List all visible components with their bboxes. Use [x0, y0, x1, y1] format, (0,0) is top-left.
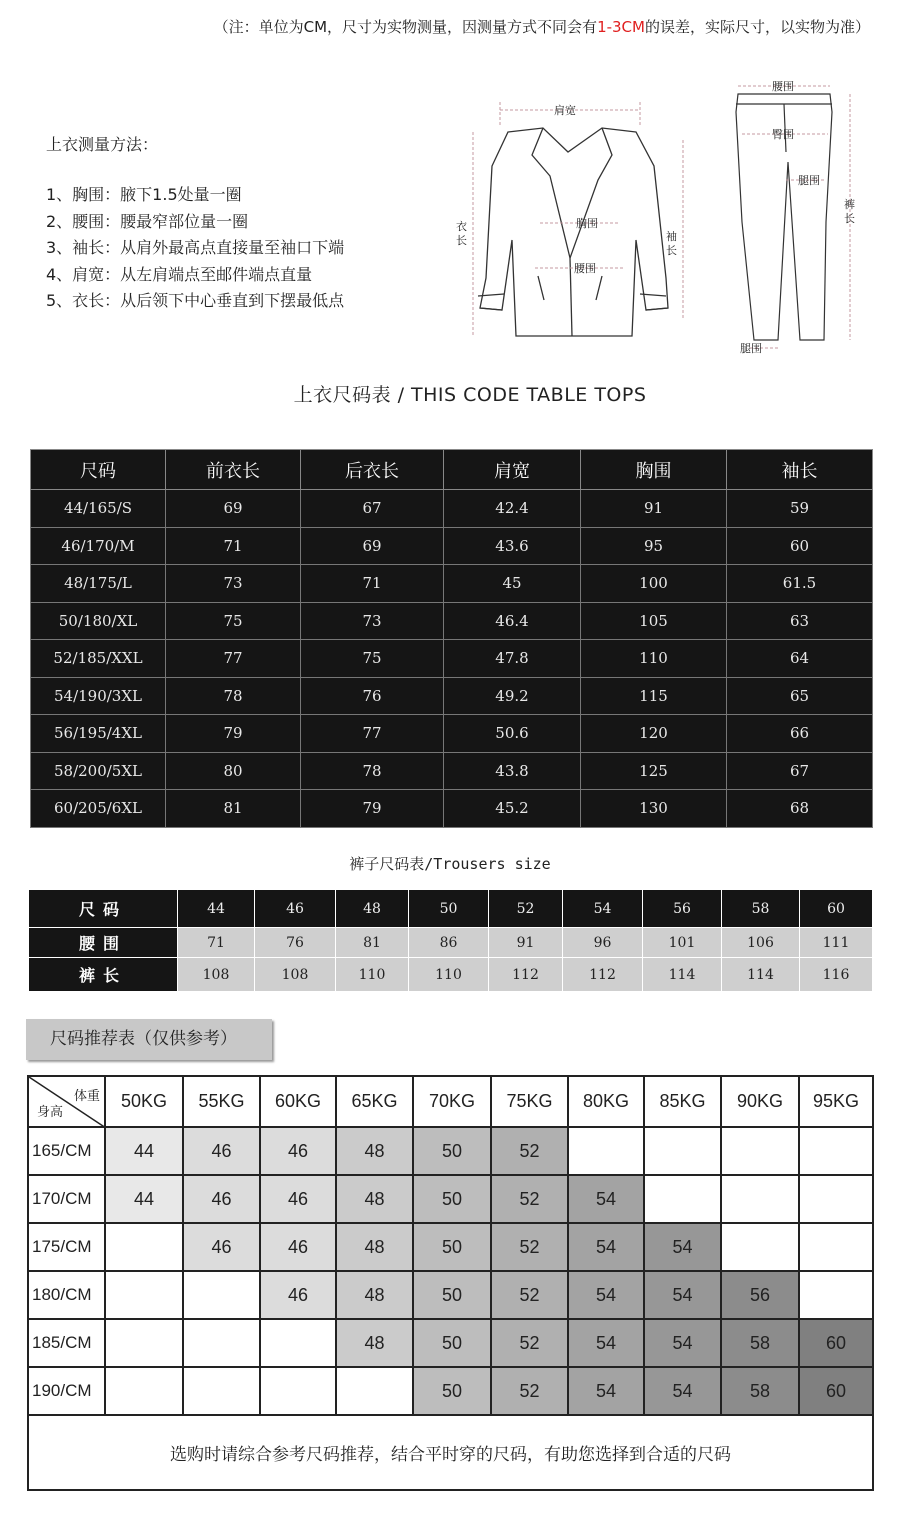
trousers-cell: 116 [800, 958, 873, 992]
trousers-cell: 48 [336, 890, 409, 928]
tops-cell: 75 [166, 602, 301, 640]
size-cell: 50 [413, 1127, 491, 1175]
size-cell: 54 [568, 1319, 644, 1367]
tops-cell: 52/185/XXL [31, 640, 166, 678]
tops-cell: 91 [581, 490, 727, 528]
tops-cell: 100 [581, 565, 727, 603]
method-list [46, 182, 344, 315]
tops-cell: 50.6 [444, 715, 581, 753]
tops-header-row [31, 450, 873, 490]
trousers-title-cn: 裤子尺码表 [349, 855, 425, 873]
size-cell [799, 1271, 873, 1319]
weight-header: 85KG [644, 1076, 721, 1127]
trousers-cell: 101 [643, 928, 722, 958]
tops-cell: 79 [166, 715, 301, 753]
tops-cell: 75 [301, 640, 444, 678]
size-cell [183, 1319, 260, 1367]
method-title: 上衣测量方法： [46, 135, 159, 154]
tops-cell: 42.4 [444, 490, 581, 528]
tops-cell: 78 [301, 752, 444, 790]
tops-cell: 77 [166, 640, 301, 678]
size-cell: 52 [491, 1367, 568, 1415]
size-cell: 48 [336, 1175, 413, 1223]
trousers-cell: 112 [563, 958, 643, 992]
pants-length-label-bottom: 长 [844, 212, 855, 225]
size-cell [568, 1127, 644, 1175]
tops-cell: 66 [727, 715, 873, 753]
size-cell: 48 [336, 1271, 413, 1319]
pants-thigh-label: 腿围 [798, 174, 820, 187]
trousers-cell: 91 [489, 928, 563, 958]
size-cell: 44 [105, 1175, 183, 1223]
size-cell [183, 1271, 260, 1319]
height-label: 170/CM [28, 1175, 105, 1223]
tops-cell: 69 [301, 527, 444, 565]
size-cell: 54 [644, 1319, 721, 1367]
height-label: 180/CM [28, 1271, 105, 1319]
table-row [31, 790, 873, 828]
size-cell: 50 [413, 1319, 491, 1367]
tops-cell: 78 [166, 677, 301, 715]
weight-header: 65KG [336, 1076, 413, 1127]
table-row [28, 1319, 873, 1367]
tops-header-cell: 前衣长 [166, 450, 301, 490]
tops-cell: 64 [727, 640, 873, 678]
tops-header-cell: 袖长 [727, 450, 873, 490]
size-cell: 50 [413, 1223, 491, 1271]
size-cell [260, 1367, 336, 1415]
table-row [31, 640, 873, 678]
tops-cell: 130 [581, 790, 727, 828]
trousers-cell: 44 [178, 890, 255, 928]
tops-cell: 58/200/5XL [31, 752, 166, 790]
size-cell: 54 [568, 1367, 644, 1415]
table-row [28, 1127, 873, 1175]
tops-cell: 46/170/M [31, 527, 166, 565]
jacket-length-label-bottom: 长 [456, 234, 467, 247]
trousers-cell: 112 [489, 958, 563, 992]
corner-height-label: 身高 [37, 1104, 64, 1119]
jacket-sleeve-label-bottom: 长 [666, 244, 677, 257]
size-cell: 52 [491, 1223, 568, 1271]
jacket-length-label-top: 衣 [456, 220, 467, 233]
tops-header-cell: 后衣长 [301, 450, 444, 490]
tops-cell: 73 [166, 565, 301, 603]
jacket-shoulder-label: 肩宽 [554, 104, 576, 117]
size-cell: 58 [721, 1319, 799, 1367]
trousers-cell: 60 [800, 890, 873, 928]
trousers-cell: 50 [409, 890, 489, 928]
table-row [28, 1223, 873, 1271]
tops-cell: 43.8 [444, 752, 581, 790]
tops-cell: 60/205/6XL [31, 790, 166, 828]
size-cell: 60 [799, 1367, 873, 1415]
weight-header: 50KG [105, 1076, 183, 1127]
method-item: 3、袖长：从肩外最高点直接量至袖口下端 [46, 238, 345, 257]
size-cell: 60 [799, 1319, 873, 1367]
table-row [28, 1367, 873, 1415]
trousers-cell: 86 [409, 928, 489, 958]
pants-hem-label: 腿围 [740, 342, 762, 355]
tops-cell: 77 [301, 715, 444, 753]
size-cell [721, 1127, 799, 1175]
size-cell [721, 1223, 799, 1271]
height-label: 165/CM [28, 1127, 105, 1175]
tops-cell: 120 [581, 715, 727, 753]
pants-length-label-top: 裤 [844, 198, 855, 211]
tops-cell: 45 [444, 565, 581, 603]
size-cell [105, 1271, 183, 1319]
table-row [31, 602, 873, 640]
table-row [31, 677, 873, 715]
tops-cell: 80 [166, 752, 301, 790]
jacket-measure-diagram [440, 80, 705, 348]
size-cell: 48 [336, 1127, 413, 1175]
tops-header-cell: 胸围 [581, 450, 727, 490]
size-cell [260, 1319, 336, 1367]
tops-cell: 56/195/4XL [31, 715, 166, 753]
trousers-cell: 96 [563, 928, 643, 958]
size-cell: 52 [491, 1319, 568, 1367]
tops-cell: 81 [166, 790, 301, 828]
size-cell [799, 1175, 873, 1223]
tops-cell: 67 [301, 490, 444, 528]
size-cell: 50 [413, 1175, 491, 1223]
weight-header: 55KG [183, 1076, 260, 1127]
weight-header: 95KG [799, 1076, 873, 1127]
trousers-cell: 110 [409, 958, 489, 992]
size-cell: 48 [336, 1319, 413, 1367]
jacket-waist-label: 腰围 [574, 262, 596, 275]
tops-cell: 60 [727, 527, 873, 565]
trousers-cell: 54 [563, 890, 643, 928]
tops-cell: 46.4 [444, 602, 581, 640]
tops-size-table [30, 449, 873, 828]
trousers-table-title [0, 853, 900, 874]
tops-cell: 115 [581, 677, 727, 715]
trousers-cell: 114 [722, 958, 800, 992]
trousers-cell: 56 [643, 890, 722, 928]
size-cell [644, 1175, 721, 1223]
trousers-title-en: /Trousers size [424, 855, 551, 873]
height-label: 190/CM [28, 1367, 105, 1415]
size-cell [721, 1175, 799, 1223]
trousers-cell: 71 [178, 928, 255, 958]
jacket-sleeve-label-top: 袖 [666, 230, 677, 243]
table-row [31, 715, 873, 753]
tops-cell: 110 [581, 640, 727, 678]
size-cell: 46 [183, 1223, 260, 1271]
weight-header: 70KG [413, 1076, 491, 1127]
tops-cell: 50/180/XL [31, 602, 166, 640]
tops-cell: 76 [301, 677, 444, 715]
size-cell: 46 [183, 1127, 260, 1175]
size-cell [105, 1319, 183, 1367]
tops-cell: 67 [727, 752, 873, 790]
size-cell: 50 [413, 1271, 491, 1319]
size-cell: 46 [260, 1271, 336, 1319]
note-highlight: 1-3CM [597, 18, 645, 36]
table-row [29, 958, 873, 992]
size-cell: 58 [721, 1367, 799, 1415]
recommend-tab: 尺码推荐表（仅供参考） [26, 1019, 272, 1060]
tops-cell: 54/190/3XL [31, 677, 166, 715]
method-item: 2、腰围：腰最窄部位量一圈 [46, 211, 249, 231]
note-prefix: （注：单位为CM，尺寸为实物测量，因测量方式不同会有 [213, 18, 598, 36]
tops-cell: 45.2 [444, 790, 581, 828]
size-cell: 54 [644, 1223, 721, 1271]
tops-table-title: 上衣尺码表 / THIS CODE TABLE TOPS [293, 384, 647, 406]
trousers-cell: 111 [800, 928, 873, 958]
recommend-corner-cell [28, 1076, 105, 1127]
method-item: 4、肩宽：从左肩端点至邮件端点直量 [46, 264, 313, 284]
table-row [31, 490, 873, 528]
weight-header: 90KG [721, 1076, 799, 1127]
trousers-cell: 46 [255, 890, 336, 928]
table-row [29, 928, 873, 958]
trousers-cell: 108 [178, 958, 255, 992]
method-item: 5、衣长：从后领下中心垂直到下摆最低点 [46, 291, 345, 310]
table-row [29, 890, 873, 928]
tops-cell: 49.2 [444, 677, 581, 715]
weight-header: 75KG [491, 1076, 568, 1127]
tops-cell: 73 [301, 602, 444, 640]
note-suffix: 的误差，实际尺寸，以实物为准） [644, 18, 870, 36]
tops-cell: 43.6 [444, 527, 581, 565]
table-row [31, 527, 873, 565]
table-row [31, 752, 873, 790]
trousers-cell: 108 [255, 958, 336, 992]
size-cell: 52 [491, 1175, 568, 1223]
size-cell: 52 [491, 1127, 568, 1175]
size-cell: 48 [336, 1223, 413, 1271]
tops-cell: 47.8 [444, 640, 581, 678]
trousers-cell: 106 [722, 928, 800, 958]
size-cell: 46 [260, 1175, 336, 1223]
jacket-chest-label: 胸围 [576, 217, 598, 230]
tops-cell: 69 [166, 490, 301, 528]
recommend-header-row [28, 1076, 873, 1127]
size-cell [644, 1127, 721, 1175]
trousers-cell: 58 [722, 890, 800, 928]
trousers-cell: 110 [336, 958, 409, 992]
pants-measure-diagram [720, 72, 865, 357]
weight-header: 60KG [260, 1076, 336, 1127]
size-recommend-table [27, 1075, 874, 1491]
tops-cell: 65 [727, 677, 873, 715]
recommend-footer-row [28, 1415, 873, 1490]
tops-cell: 125 [581, 752, 727, 790]
size-cell: 54 [568, 1175, 644, 1223]
tops-cell: 71 [301, 565, 444, 603]
trousers-size-table [28, 889, 873, 992]
table-row [28, 1271, 873, 1319]
size-cell [105, 1223, 183, 1271]
tops-cell: 105 [581, 602, 727, 640]
size-cell: 46 [260, 1127, 336, 1175]
method-item: 1、胸围：腋下1.5处量一圈 [46, 185, 242, 204]
jacket-outline [478, 128, 668, 336]
pants-waist-label: 腰围 [772, 80, 794, 93]
size-cell [799, 1223, 873, 1271]
tops-cell: 48/175/L [31, 565, 166, 603]
trousers-row-label: 裤长 [29, 958, 178, 992]
trousers-cell: 81 [336, 928, 409, 958]
tops-cell: 63 [727, 602, 873, 640]
pants-hip-label: 臀围 [772, 128, 794, 141]
size-cell [183, 1367, 260, 1415]
corner-weight-label: 体重 [73, 1088, 100, 1103]
table-row [28, 1175, 873, 1223]
size-cell [336, 1367, 413, 1415]
tops-header-cell: 肩宽 [444, 450, 581, 490]
weight-header: 80KG [568, 1076, 644, 1127]
trousers-row-label: 尺码 [29, 890, 178, 928]
tops-cell: 68 [727, 790, 873, 828]
trousers-cell: 52 [489, 890, 563, 928]
size-cell: 54 [644, 1367, 721, 1415]
size-cell: 56 [721, 1271, 799, 1319]
recommend-footer-text: 选购时请综合参考尺码推荐，结合平时穿的尺码，有助您选择到合适的尺码 [28, 1415, 873, 1490]
trousers-cell: 76 [255, 928, 336, 958]
size-cell: 54 [568, 1223, 644, 1271]
tops-cell: 61.5 [727, 565, 873, 603]
height-label: 185/CM [28, 1319, 105, 1367]
trousers-row-label: 腰围 [29, 928, 178, 958]
height-label: 175/CM [28, 1223, 105, 1271]
size-cell: 46 [260, 1223, 336, 1271]
size-cell: 46 [183, 1175, 260, 1223]
pants-measure-lines [738, 86, 850, 348]
size-cell [799, 1127, 873, 1175]
tops-cell: 44/165/S [31, 490, 166, 528]
size-cell: 54 [568, 1271, 644, 1319]
size-cell: 50 [413, 1367, 491, 1415]
tops-cell: 79 [301, 790, 444, 828]
trousers-cell: 114 [643, 958, 722, 992]
tops-cell: 59 [727, 490, 873, 528]
tops-cell: 95 [581, 527, 727, 565]
size-cell [105, 1367, 183, 1415]
size-cell: 54 [644, 1271, 721, 1319]
size-cell: 52 [491, 1271, 568, 1319]
tops-header-cell: 尺码 [31, 450, 166, 490]
measurement-note [214, 16, 870, 37]
size-cell: 44 [105, 1127, 183, 1175]
tops-cell: 71 [166, 527, 301, 565]
table-row [31, 565, 873, 603]
